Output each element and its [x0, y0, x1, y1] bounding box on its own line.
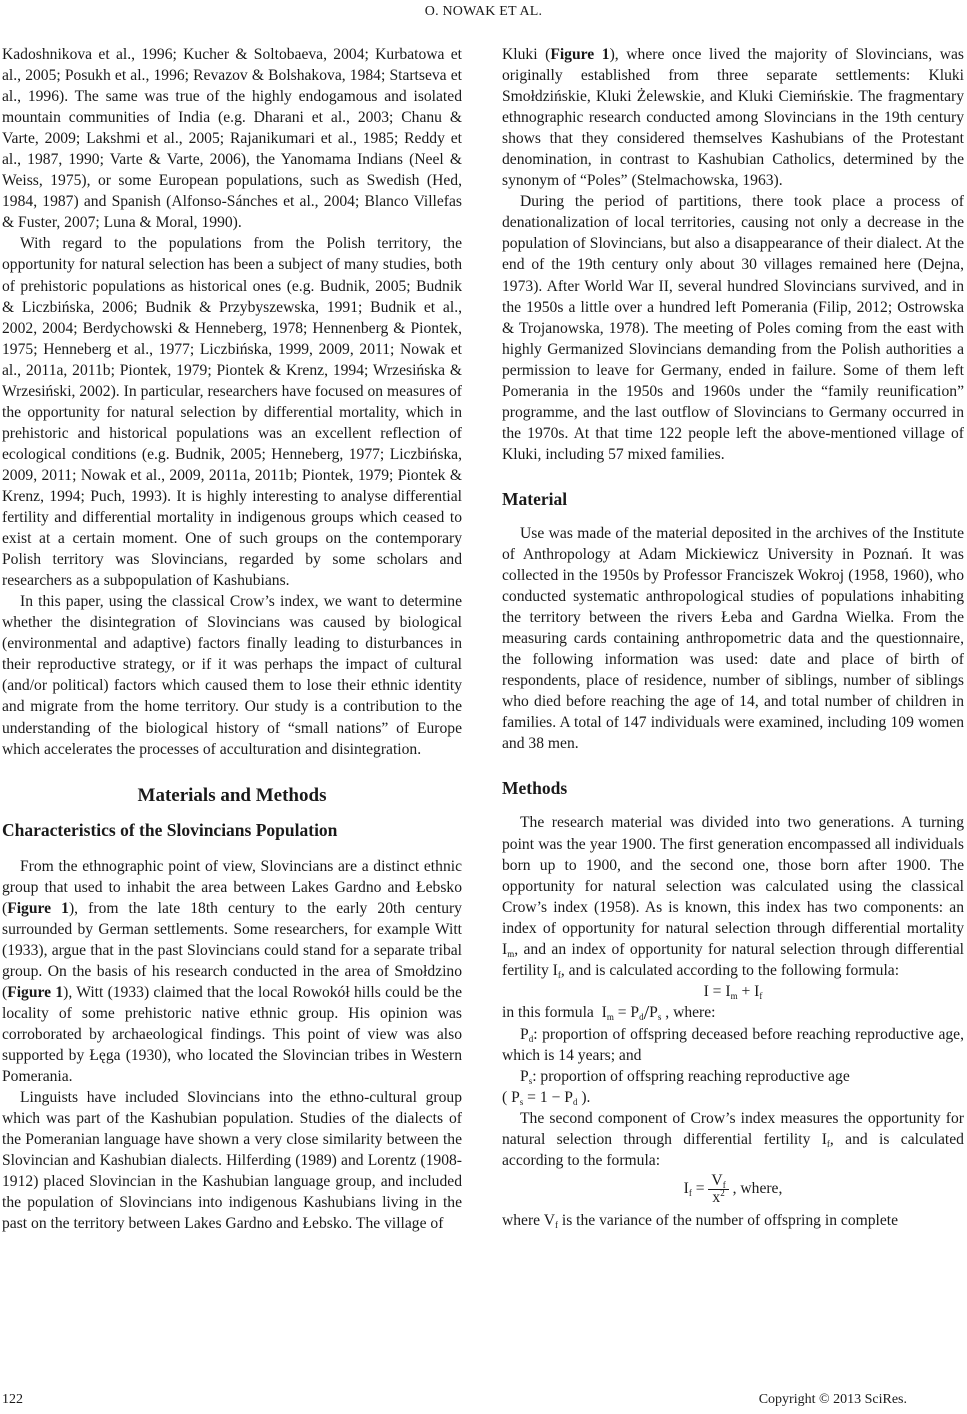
text: P: [520, 1025, 529, 1043]
text: : proportion of offspring reaching reproductive age: [532, 1068, 850, 1086]
subscript: f: [722, 1180, 726, 1191]
paragraph: Kadoshnikova et al., 1996; Kucher & Soltobaeva, 2004; Kurbatowa et al., 2005; Posukh et al., 1996; Revazov & Bolshakova, 1984; Startseva et al., 1996). The same was true of the highly endogamous and isolated mountain communities of India (e.g. Dharani et al., 2003; Chanu & Varte, 2009; Lakshmi et al., 2005; Rajanikumari et al., 1985; Reddy et al., 1987, 1990; Varte & Varte, 2006), the Yanomama Indians (Neel & Weiss, 1975), or some European populations, such as Swedish (Hed, 1984, 1987) and Spanish (Alfonso-Sánches et al., 2004; Blanco Villefas & Fuster, 2007; Luna & Moral, 1990).: [2, 46, 462, 232]
formula-part: x: [712, 1189, 721, 1207]
text: , and is calculated according to the following formula:: [560, 961, 900, 979]
paragraph: With regard to the populations from the Polish territory, the opportunity for natural selection has been a subject of many studies, both of prehistoric populations as historical ones (e.g. Budnik, 2005; Budnik & Liczbińska, 2006; Budnik & Przybyszewska, 1991; Budnik et al., 2002, 2004; Berdychowski & Henneberg, 1978; Hennenberg & Piontek, 1975; Henneberg et al., 1977; Liczbińska, 1999, 2009, 2011; Nowak et al., 2011a, 2011b; Piontek, 1979; Piontek & Krenz, 1994; Wrzesińska & Wrzesiński, 2002). In particular, researchers have focused on measures of the opportunity for natural selection by differential mortality, which in prehistoric and historical populations was an excellent reflection of ecological conditions (e.g. Budnik, 2005; Henneberg, 1977; Liczbińska, 2009, 2011; Nowak et al., 2009, 2011a, 2011b; Piontek, 1979; Piontek & Krenz, 1994; Puch, 1993). It is highly interesting to analyse differential fertility and differential mortality in indigenous groups which ceased to exist at a certain moment. One of such groups on the contemporary Polish territory was Slovincians, regarded by some scholars and researchers as a subpopulation of Kashubians.: [2, 235, 462, 590]
fraction-denominator: [708, 1190, 728, 1206]
subscript: d: [572, 1097, 578, 1108]
text: P: [520, 1068, 529, 1086]
subsection-title-material: Material: [502, 488, 568, 509]
subscript: f: [759, 990, 763, 1001]
subscript: s: [528, 1076, 533, 1087]
text: The second component of Crow’s index measures the opportunity for natural selection through differential fertility I: [502, 1110, 964, 1149]
figure-reference-link[interactable]: Figure 1: [550, 46, 610, 63]
subsection-title: Characteristics of the Slovincians Population: [2, 819, 338, 840]
subscript: s: [519, 1097, 524, 1108]
section-title: Materials and Methods: [137, 784, 327, 806]
text: From the ethnographic point of view, Slovincians are a distinct ethnic group that used to inhabit the area between Lakes Gardno and Łebsko (: [2, 857, 462, 917]
text: ), Witt (1933) claimed that the local Rowokół hills could be the locality of some prehistoric native ethnic group. His opinion was corroborated by archaeological findings. This point of view was also supported by Łęga (1930), who located the Slovincian tribes in Western Pomerania.: [2, 983, 462, 1086]
paragraph: During the period of partitions, there took place a process of denationalization of local territories, causing not only a decrease in the population of Slovincians, but also a disappearance of their dialect. At the end of the 19th century only about 30 villages remained here (Dejna, 1973). After World War II, several hundred Slovincians survived, and in the 1950s a little over a hundred left Pomerania (Filip, 2012; Ostrowska & Trojanowska, 1978). The meeting of Poles coming from the east with highly Germanized Slovincians demanding from the Polish authorities a permission to leave for Germany, ended in failure. Some of them left Pomerania in the 1950s and 1960s under the “family reunification” programme, and the last outflow of Slovincians to Germany occurred in the 1970s. At that time 122 people left the above-mentioned village of Kluki, including 57 mixed families.: [502, 193, 964, 463]
formula-part: V: [711, 1172, 723, 1190]
formula-part: ).: [577, 1089, 591, 1107]
text: ), from the late 18th century to the early 20th century surrounded by German settlements. Some researchers, for example Witt (1933), argue that in the past Slovincians could stand for a separate tribal group. On the basis of his research conducted in the area of Smołdzino (: [2, 899, 462, 1001]
subscript: m: [730, 990, 738, 1001]
text: where V: [502, 1212, 555, 1230]
figure-reference-link[interactable]: Figure 1: [7, 983, 64, 1001]
text: in this formula: [502, 1003, 594, 1021]
fraction-numerator: [708, 1173, 728, 1190]
formula-im-line: [502, 1002, 964, 1024]
subscript: s: [657, 1011, 662, 1022]
left-column: [2, 44, 462, 1234]
text: : proportion of offspring deceased before reaching reproductive age, which is 14 years; and: [502, 1025, 964, 1064]
formula-part: + I: [737, 982, 760, 1000]
text: , where,: [728, 1180, 783, 1198]
definition-ps: [502, 1066, 964, 1087]
formula-part: = 1 − P: [523, 1089, 573, 1107]
paragraph: Linguists have included Slovincians into the ethno-cultural group which was part of the Kashubian population. Studies of the dialects of the Pomeranian language have shown a very close similarity between the Slovincian and Kashubian dialects. Hilferding (1989) and Lorentz (1908-1912) placed Slovincian in the Kashubian language group, and included the population of Slovincians into indigenous Kashubians living in the past on the territory between Lakes Gardno and Łebsko. The village of: [2, 1089, 462, 1233]
formula-part: = P: [613, 1003, 640, 1021]
paragraph: [502, 44, 964, 191]
text: , where:: [661, 1003, 716, 1021]
subscript: d: [528, 1033, 534, 1044]
subsection-title-methods: Methods: [502, 778, 568, 799]
subscript: d: [639, 1011, 644, 1022]
fraction: [708, 1173, 728, 1206]
superscript: 2: [720, 1188, 725, 1199]
paragraph: [502, 1210, 964, 1231]
formula-part: ( P: [502, 1089, 520, 1107]
formula-crow-index: [502, 981, 964, 1002]
subscript: f: [826, 1139, 830, 1150]
subscript: m: [606, 1011, 614, 1022]
subscript: f: [557, 969, 561, 980]
paragraph: [502, 1108, 964, 1171]
subscript: f: [554, 1220, 558, 1231]
copyright-notice: Copyright © 2013 SciRes.: [758, 1392, 907, 1407]
formula-im: [601, 1001, 662, 1024]
subscript: m: [507, 948, 515, 959]
formula-ps: [502, 1087, 964, 1108]
paragraph: In this paper, using the classical Crow’s index, we want to determine whether the disintegration of Slovincians was caused by biological (environmental and adaptive) factors finally leading to disturbances in their reproductive strategy, or if it was perhaps the impact of cultural (and/or political) factors which caused them to lose their ethnic identity and migrate from the home territory. Our study is a contribution to the understanding of the biological history of “small nations” of Europe which accelerates the processes of acculturation and disintegration.: [2, 593, 462, 758]
formula-part: /: [643, 1001, 650, 1024]
formula-part: P: [649, 1003, 658, 1021]
definition-pd: [502, 1024, 964, 1066]
text: , and is calculated according to the formula:: [502, 1131, 964, 1170]
paragraph: [502, 812, 964, 980]
paragraph: Use was made of the material deposited in the archives of the Institute of Anthropology at Adam Mickiewicz University in Poznań. It was collected in the 1950s by Professor Franciszek Wokroj (1958, 1960), who conducted systematic anthropological studies of populations inhabiting the territory between the rivers Łeba and Gardna Wielka. From the measuring cards containing anthropometric data and the questionnaire, the following information was used: date and place of birth of respondents, place of residence, number of siblings, number of siblings who died before reaching the age of 14, and total number of children in families. A total of 147 individuals were examined, including 109 women and 38 men.: [502, 524, 964, 753]
right-column: [502, 44, 964, 1231]
formula-if: [502, 1173, 964, 1206]
paragraph: [2, 856, 462, 1088]
subscript: f: [688, 1188, 692, 1199]
text: is the variance of the number of offspring in complete: [557, 1212, 899, 1230]
text: Kluki (: [502, 46, 551, 63]
formula-part: =: [691, 1180, 709, 1198]
page-number: 122: [2, 1392, 23, 1407]
formula-part: I: [601, 1003, 607, 1021]
formula-part: I = I: [703, 982, 731, 1000]
formula-part: I: [683, 1180, 689, 1198]
text: The research material was divided into two generations. A turning point was the year 1900. The first generation encompassed all individuals born up to 1900, and the second one, those born after 1900. The opportunity for natural selection was calculated using the classical Crow’s index (1958). As is known, this index has two components: an index of opportunity for natural selection through differential mortality I: [502, 814, 964, 958]
figure-reference-link[interactable]: Figure 1: [7, 899, 69, 917]
running-header: O. NOWAK ET AL.: [424, 4, 543, 19]
text: ), where once lived the majority of Slovincians, was originally established from three separate settlements: Kluki Smołdzińskie, Kluki Żelewskie, and Kluki Ciemińskie. The fragmentary ethnographic research conducted among Slovincians in the 19th century shows that they considered themselves Kashubians of the Protestant denomination, in contrast to Kashubian Catholics, determined by the synonym of “Poles” (Stelmachowska, 1963).: [502, 46, 964, 190]
text: , and an index of opportunity for natural selection through differential fertility I: [502, 940, 964, 979]
